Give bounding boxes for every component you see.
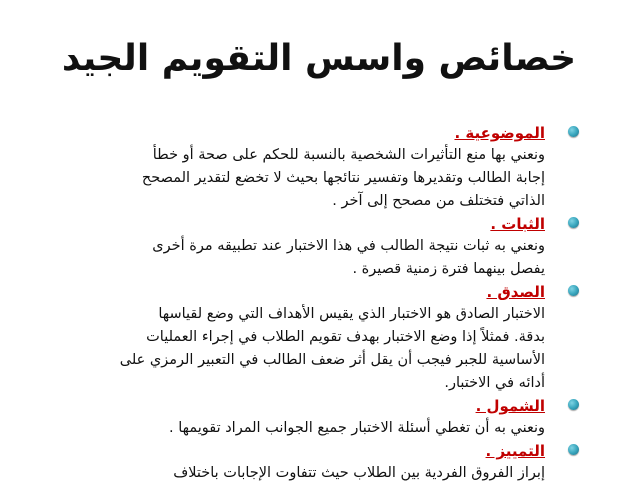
- item-text-line: إبراز الفروق الفردية بين الطلاب حيث تتفاوت الإجابات باختلاف: [173, 465, 545, 481]
- item-heading: الثبات .: [490, 215, 545, 233]
- list-item: [30, 213, 545, 281]
- item-text-line: ونعني به ثبات نتيجة الطالب في هذا الاختبار عند تطبيقه مرة أخرى: [152, 238, 545, 254]
- slide-content: [30, 122, 545, 485]
- item-text-line: يفصل بينهما فترة زمنية قصيرة .: [352, 261, 545, 277]
- item-heading: التمييز .: [485, 442, 545, 460]
- bullet-icon: [568, 217, 579, 228]
- item-text-line: الاختبار الصادق هو الاختبار الذي يقيس الأهداف التي وضع لقياسها: [158, 306, 545, 322]
- list-item: [30, 281, 545, 395]
- bullet-icon: [568, 126, 579, 137]
- item-text-line: بدقة. فمثلاً إذا وضع الاختبار بهدف تقويم الطلاب في إجراء العمليات: [146, 329, 545, 345]
- item-text-line: الأساسية للجبر فيجب أن يقل أثر ضعف الطالب في التعبير الرمزي على: [119, 352, 545, 368]
- item-text-line: أدائه في الاختبار.: [444, 375, 545, 391]
- slide-title: خصائص واسس التقويم الجيد: [61, 38, 577, 79]
- item-heading: الشمول .: [475, 397, 545, 415]
- item-heading: الموضوعية .: [454, 124, 545, 142]
- list-item: [30, 122, 545, 213]
- bullet-icon: [568, 285, 579, 296]
- bullet-icon: [568, 444, 579, 455]
- item-text-line: إجابة الطالب وتقديرها وتفسير نتائجها بحيث لا تخضع لتقدير المصحح: [141, 170, 545, 186]
- list-item: [30, 395, 545, 440]
- bullet-icon: [568, 399, 579, 410]
- item-text-line: ونعني به أن تغطي أسئلة الاختبار جميع الجوانب المراد تقويمها .: [169, 420, 545, 436]
- item-heading: الصدق .: [486, 283, 545, 301]
- item-text-line: الذاتي فتختلف من مصحح إلى آخر .: [332, 193, 545, 209]
- item-text-line: ونعني بها منع التأثيرات الشخصية بالنسبة للحكم على صحة أو خطأ: [152, 147, 545, 163]
- list-item: [30, 440, 545, 485]
